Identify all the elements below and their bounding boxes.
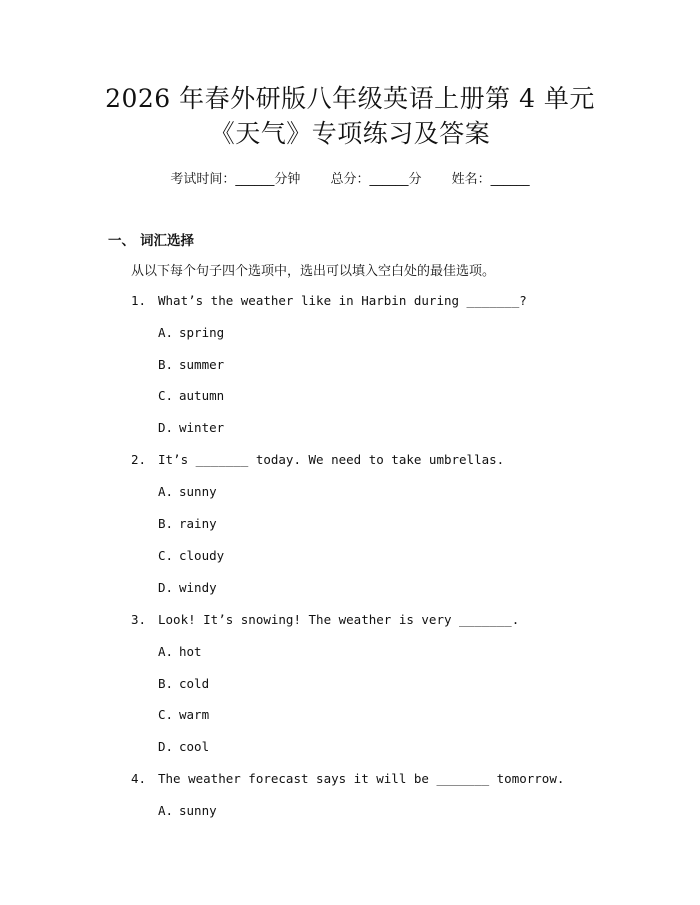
option-item xyxy=(158,548,224,563)
option-item xyxy=(158,676,209,691)
option-item xyxy=(158,325,224,340)
section-heading xyxy=(108,229,194,249)
option-text: sunny xyxy=(179,484,217,499)
option-label: A. xyxy=(158,484,174,499)
option-label: A. xyxy=(158,325,174,340)
option-item xyxy=(158,420,224,435)
option-text: spring xyxy=(179,325,225,340)
option-text: winter xyxy=(179,420,225,435)
option-label: A. xyxy=(158,803,174,818)
option-item xyxy=(158,707,209,722)
option-item xyxy=(158,388,224,403)
option-text: cloudy xyxy=(179,548,225,563)
exam-time-field: 考试时间：______分钟 xyxy=(170,172,301,187)
option-label: A. xyxy=(158,644,174,659)
question-3 xyxy=(131,612,519,627)
section-instructions: 从以下每个句子四个选项中，选出可以填入空白处的最佳选项。 xyxy=(131,264,496,279)
question-number: 3. xyxy=(131,612,147,627)
question-text: It’s _______ today. We need to take umbrellas. xyxy=(158,452,505,467)
option-text: autumn xyxy=(179,388,225,403)
option-text: warm xyxy=(179,707,210,722)
question-1 xyxy=(131,293,527,308)
option-label: B. xyxy=(158,676,174,691)
exam-meta xyxy=(0,168,700,187)
section-title: 词汇选择 xyxy=(140,233,194,249)
option-text: rainy xyxy=(179,516,217,531)
option-item xyxy=(158,803,217,818)
option-item xyxy=(158,484,217,499)
option-item xyxy=(158,580,217,595)
question-text: Look! It’s snowing! The weather is very _______. xyxy=(158,612,520,627)
title-line-1: 2026 年春外研版八年级英语上册第 4 单元 xyxy=(105,84,595,113)
option-label: B. xyxy=(158,357,174,372)
option-label: C. xyxy=(158,548,174,563)
option-item xyxy=(158,644,202,659)
option-text: cool xyxy=(179,739,210,754)
option-label: D. xyxy=(158,420,174,435)
option-text: sunny xyxy=(179,803,217,818)
question-text: What’s the weather like in Harbin during _______? xyxy=(158,293,527,308)
question-4 xyxy=(131,771,564,786)
option-text: summer xyxy=(179,357,225,372)
option-item xyxy=(158,357,224,372)
question-number: 1. xyxy=(131,293,147,308)
option-label: D. xyxy=(158,580,174,595)
section-number: 一、 xyxy=(108,233,135,249)
option-item xyxy=(158,516,217,531)
question-text: The weather forecast says it will be _______ tomorrow. xyxy=(158,771,565,786)
option-text: cold xyxy=(179,676,210,691)
title-line-2: 《天气》专项练习及答案 xyxy=(209,119,491,148)
question-number: 4. xyxy=(131,771,147,786)
option-label: C. xyxy=(158,707,174,722)
option-label: D. xyxy=(158,739,174,754)
option-label: B. xyxy=(158,516,174,531)
name-field: 姓名：______ xyxy=(451,172,530,187)
total-score-field: 总分：______分 xyxy=(330,172,422,187)
question-number: 2. xyxy=(131,452,147,467)
option-item xyxy=(158,739,209,754)
option-text: hot xyxy=(179,644,202,659)
option-text: windy xyxy=(179,580,217,595)
question-2 xyxy=(131,452,504,467)
option-label: C. xyxy=(158,388,174,403)
